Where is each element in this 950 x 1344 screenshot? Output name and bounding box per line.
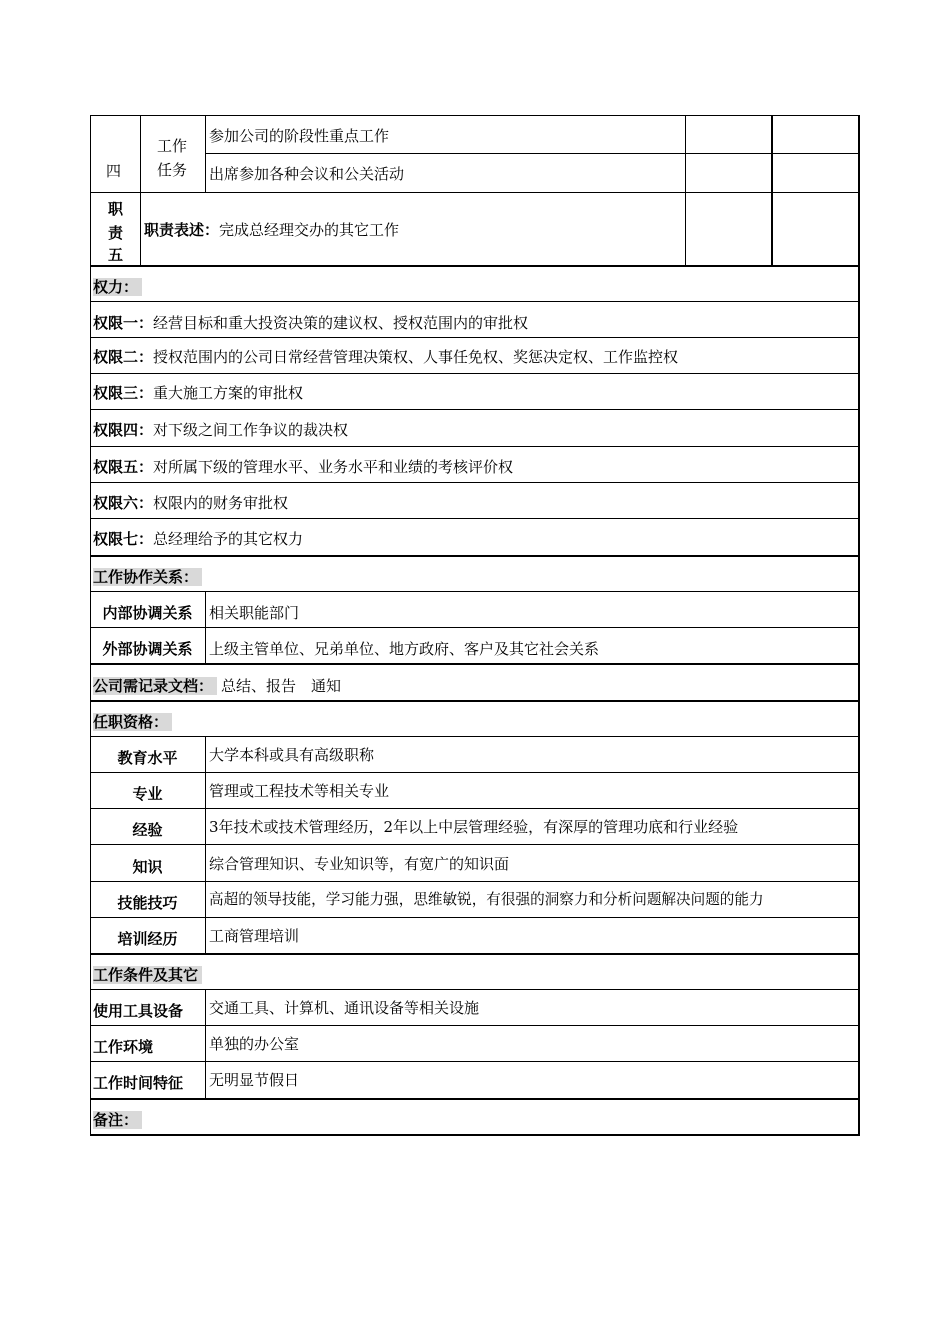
divider	[90, 663, 860, 665]
environment-label: 工作环境	[93, 1038, 154, 1056]
divider	[90, 337, 860, 338]
divider	[771, 115, 773, 265]
records-row	[93, 676, 341, 696]
external-coord-label: 外部协调关系	[102, 640, 193, 658]
tools-value: 交通工具、计算机、通讯设备等相关设施	[209, 999, 480, 1017]
duty5-char-2: 责	[108, 224, 124, 242]
major-label: 专业	[132, 785, 163, 803]
task-label-line2: 任务	[157, 161, 188, 179]
task-label-line1: 工作	[157, 137, 188, 155]
training-label: 培训经历	[117, 930, 178, 948]
cooperation-title: 工作协作关系：	[93, 567, 202, 587]
skills-value: 高超的领导技能，学习能力强，思维敏锐，有很强的洞察力和分析问题解决问题的能力	[209, 891, 764, 908]
education-value: 大学本科或具有高级职称	[209, 746, 375, 764]
skills-label: 技能技巧	[117, 894, 178, 912]
knowledge-value: 综合管理知识、专业知识等，有宽广的知识面	[209, 855, 510, 873]
divider	[90, 772, 860, 773]
experience-value: 3年技术或技术管理经历，2年以上中层管理经验，有深厚的管理功底和行业经验	[209, 818, 739, 836]
authority-item-3: 权限三：重大施工方案的审批权	[93, 384, 304, 402]
internal-coord-label: 内部协调关系	[102, 604, 193, 622]
divider	[90, 1025, 860, 1026]
table-bottom-border	[90, 1134, 860, 1136]
table-right-border	[858, 115, 860, 1136]
knowledge-label: 知识	[132, 858, 163, 876]
divider	[90, 1061, 860, 1062]
divider	[205, 989, 206, 1099]
authority-item-4: 权限四：对下级之间工作争议的裁决权	[93, 421, 349, 439]
records-value: 总结、报告 通知	[221, 677, 342, 695]
divider	[90, 373, 860, 374]
conditions-title: 工作条件及其它	[93, 965, 202, 985]
task-row-2: 出席参加各种会议和公关活动	[209, 165, 405, 183]
qualification-title: 任职资格：	[93, 712, 172, 732]
education-label: 教育水平	[117, 749, 178, 767]
duty-number-4: 四	[106, 162, 122, 180]
work-time-value: 无明显节假日	[209, 1071, 300, 1089]
divider	[685, 115, 686, 265]
authority-item-7: 权限七：总经理给予的其它权力	[93, 530, 304, 548]
authority-item-5: 权限五：对所属下级的管理水平、业务水平和业绩的考核评价权	[93, 458, 514, 476]
divider	[90, 953, 860, 955]
major-value: 管理或工程技术等相关专业	[209, 782, 390, 800]
divider	[90, 1098, 860, 1100]
duty5-description	[144, 220, 399, 240]
authority-title: 权力：	[93, 277, 142, 297]
authority-item-2: 权限二：授权范围内的公司日常经营管理决策权、人事任免权、奖惩决定权、工作监控权	[93, 348, 679, 366]
tools-label: 使用工具设备	[93, 1002, 184, 1020]
environment-value: 单独的办公室	[209, 1035, 300, 1053]
divider	[90, 446, 860, 447]
divider	[90, 881, 860, 882]
divider	[90, 265, 860, 267]
divider	[140, 115, 141, 265]
duty5-desc-label: 职责表述：	[144, 221, 220, 239]
training-value: 工商管理培训	[209, 927, 300, 945]
divider	[90, 700, 860, 702]
authority-item-1: 权限一：经营目标和重大投资决策的建议权、授权范围内的审批权	[93, 314, 529, 332]
divider	[90, 627, 860, 628]
records-label: 公司需记录文档：	[93, 677, 217, 695]
divider	[90, 482, 860, 483]
work-time-label: 工作时间特征	[93, 1074, 184, 1092]
internal-coord-value: 相关职能部门	[209, 604, 300, 622]
divider	[90, 518, 860, 519]
external-coord-value: 上级主管单位、兄弟单位、地方政府、客户及其它社会关系	[209, 640, 600, 658]
divider	[90, 808, 860, 809]
table-left-border	[90, 115, 91, 1136]
divider	[90, 844, 860, 845]
task-row-1: 参加公司的阶段性重点工作	[209, 127, 390, 145]
experience-label: 经验	[132, 821, 163, 839]
divider	[205, 153, 860, 154]
duty5-char-1: 职	[108, 200, 124, 218]
divider	[90, 917, 860, 918]
divider	[90, 555, 860, 557]
divider	[90, 192, 860, 193]
duty5-char-3: 五	[108, 246, 124, 264]
remarks-title: 备注：	[93, 1110, 142, 1130]
divider	[90, 409, 860, 410]
duty5-desc-text: 完成总经理交办的其它工作	[219, 221, 400, 239]
authority-item-6: 权限六：权限内的财务审批权	[93, 494, 289, 512]
divider	[90, 301, 860, 302]
